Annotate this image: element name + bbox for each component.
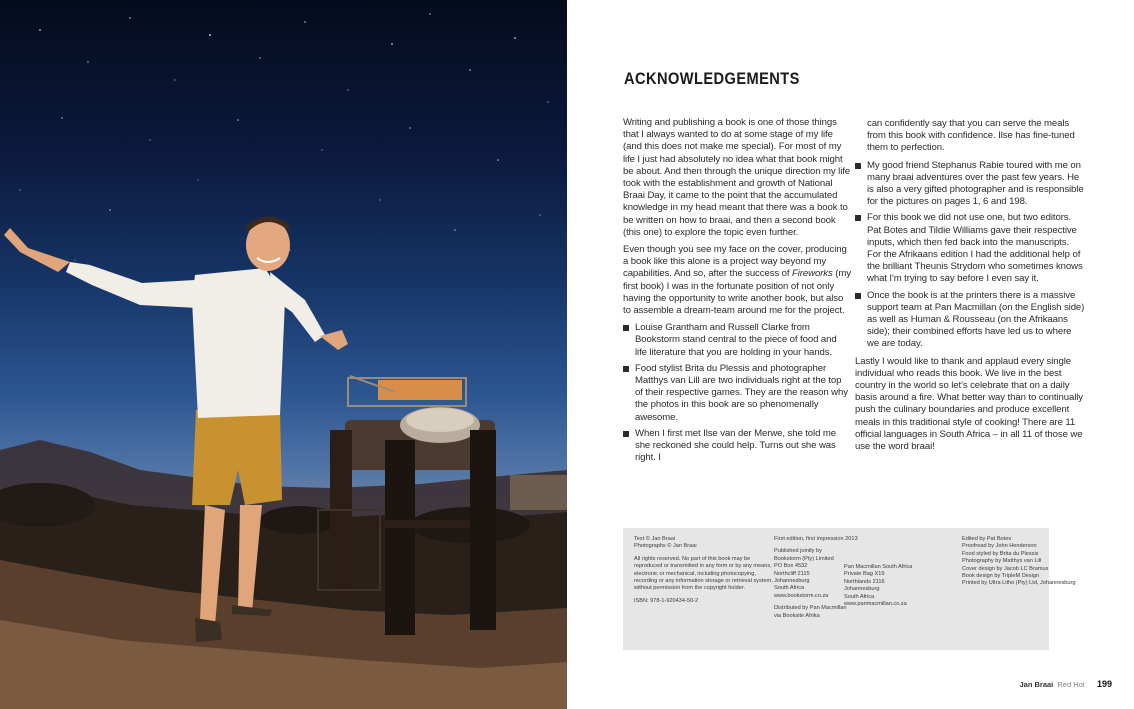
copublisher-line: Pan Macmillan South Africa [844, 564, 913, 570]
publisher-line: PO Box 4532 [774, 563, 808, 570]
footer-book-title: Red Hot [1057, 680, 1085, 689]
copublisher-line: Johannesburg [844, 586, 880, 593]
publisher-line: Northcliff 2115 [774, 570, 810, 577]
body-column-left [623, 117, 851, 469]
imprint-copublisher [844, 564, 924, 608]
paragraph-text: Even though you see my face on the cover, producing a book like this alone is a project way beyond my capabilities. And so, after the success of [623, 244, 847, 280]
list-item [855, 212, 1085, 285]
paragraph-closing: Lastly I would like to thank and applaud every single individual who reads this book. We live in the best country in the world so let's celebrate that on a daily basis around a fire. What better way than to continually push the culinary boundaries and produce excellent meals in this traditional style of cooking! There are 11 official languages in South Africa – in all 11 of those we use the word braai! [855, 355, 1083, 453]
rights-line: recording or any information storage or retrieval system, [634, 578, 773, 585]
rights-line: electronic or mechanical, including photocopying, [634, 570, 756, 577]
copublisher-line: South Africa [844, 593, 875, 600]
square-bullet-icon [855, 215, 861, 221]
book-title-fireworks: Fireworks [792, 268, 833, 280]
credit-line: Printed by Ultra Litho (Pty) Ltd, Johannesburg [962, 580, 1076, 587]
square-bullet-icon [855, 163, 861, 169]
paragraph-intro: Writing and publishing a book is one of those things that I always wanted to do at some stage of my life (and this does not make me special). For most of my life I just had absolutely no idea what that book might be about. And then through the unique direction my life took with the establishment and growth of National Braai Day, it came to the point that the accumulated knowledge in my head meant that there was a book to be written on how to braai, and then a second book (this one) to explore the topic even further. [623, 117, 851, 238]
credit-line: Proofread by John Henderson [962, 543, 1037, 550]
edition: First edition, first impression 2013 [774, 536, 858, 542]
list-item [623, 428, 851, 465]
square-bullet-icon [855, 293, 861, 299]
square-bullet-icon [623, 325, 629, 331]
page-footer [1019, 679, 1112, 689]
copublisher-line: www.panmacmillan.co.za [844, 601, 907, 608]
rights-line: reproduced or transmitted in any form or by any means, [634, 563, 772, 570]
publisher-line: South Africa [774, 585, 805, 592]
credit-line: Cover design by Jacob LC Bramus [962, 565, 1049, 572]
bullet-list-left [623, 322, 851, 464]
publisher-line: Johannesburg [774, 578, 810, 585]
imprint-copyright [634, 536, 773, 605]
page-title: ACKNOWLEDGEMENTS [624, 69, 800, 88]
paragraph-continued: can confidently say that you can serve the meals from this book with confidence. Ilse has fine-tuned them to perfection. [867, 118, 1075, 154]
imprint-credits [962, 536, 1076, 588]
list-item-text: Once the book is at the printers there is a massive support team at Pan Macmillan (on the English side) as well as Human & Rousseau (on the Afrikaans side); their combined efforts have led us to where we are today. [867, 289, 1085, 350]
bullet-list-right [855, 160, 1085, 351]
text-copyright: Text © Jan Braai [634, 536, 676, 542]
distributor-line: Distributed by Pan Macmillan [774, 605, 847, 612]
copublisher-line: Northlands 2116 [844, 578, 885, 585]
list-item [623, 322, 851, 359]
imprint-box [623, 528, 1076, 650]
text-page [567, 0, 1134, 709]
photo-copyright: Photographs © Jan Braai [634, 543, 697, 550]
rights-line: All rights reserved. No part of this book may be [634, 555, 751, 562]
rights-line: without permission from the copyright holder. [634, 585, 745, 592]
credit-line: Food styled by Brita du Plessis [962, 550, 1039, 557]
paragraph-text: (my first book) I was in the fortunate position of not only having the opportunity to write another book, but also to assemble a dream-team around me for the project. [623, 268, 851, 317]
footer-author: Jan Braai [1019, 680, 1054, 689]
page-number: 199 [1096, 679, 1112, 689]
body-column-right [855, 118, 1085, 458]
list-item [623, 363, 851, 424]
publisher-line: www.bookstorm.co.za [774, 592, 829, 599]
list-item-text: Louise Grantham and Russell Clarke from Bookstorm stand central to the piece of food and life literature that you are holding in your hands. [635, 322, 837, 358]
square-bullet-icon [623, 366, 629, 372]
list-item-text: When I first met Ilse van der Merwe, she told me she reckoned she could help. Turns out she was right. I [635, 427, 837, 464]
list-item [855, 160, 1085, 209]
list-item-text: My good friend Stephanus Rabie toured with me on many braai adventures over the past few years. He is also a very gifted photographer and is responsible for the pictures on pages 1, 6 and 198. [867, 159, 1084, 208]
imprint-publisher [774, 536, 858, 620]
list-item [855, 290, 1085, 351]
credit-line: Edited by Pat Botes [962, 536, 1012, 542]
list-item-text: Food stylist Brita du Plessis and photographer Matthys van Lill are two individuals right at the top of their respective games. They are the reason why the photos in this book are so phenomenally awesome. [635, 362, 848, 423]
distributor-line: via Booksite Afrika [774, 612, 820, 619]
credit-line: Book design by TripleM Design [962, 573, 1040, 580]
list-item-text: For this book we did not use one, but two editors. Pat Botes and Tildie Williams gave their respective inputs, which then fed back into the manuscripts. For the Afrikaans edition I had the additional help of the brilliant Theunis Strydom who sometimes knows what I'm trying to say before I even say it. [867, 212, 1083, 285]
credit-line: Photography by Matthys van Lill [962, 558, 1042, 565]
publisher-line: Bookstorm (Pty) Limited [774, 555, 834, 562]
isbn: ISBN: 978-1-920434-50-2 [634, 597, 699, 604]
publisher-line: Published jointly by [774, 548, 822, 555]
copublisher-line: Private Bag X19 [844, 571, 885, 578]
paragraph-dream-team [623, 244, 851, 317]
square-bullet-icon [623, 431, 629, 437]
